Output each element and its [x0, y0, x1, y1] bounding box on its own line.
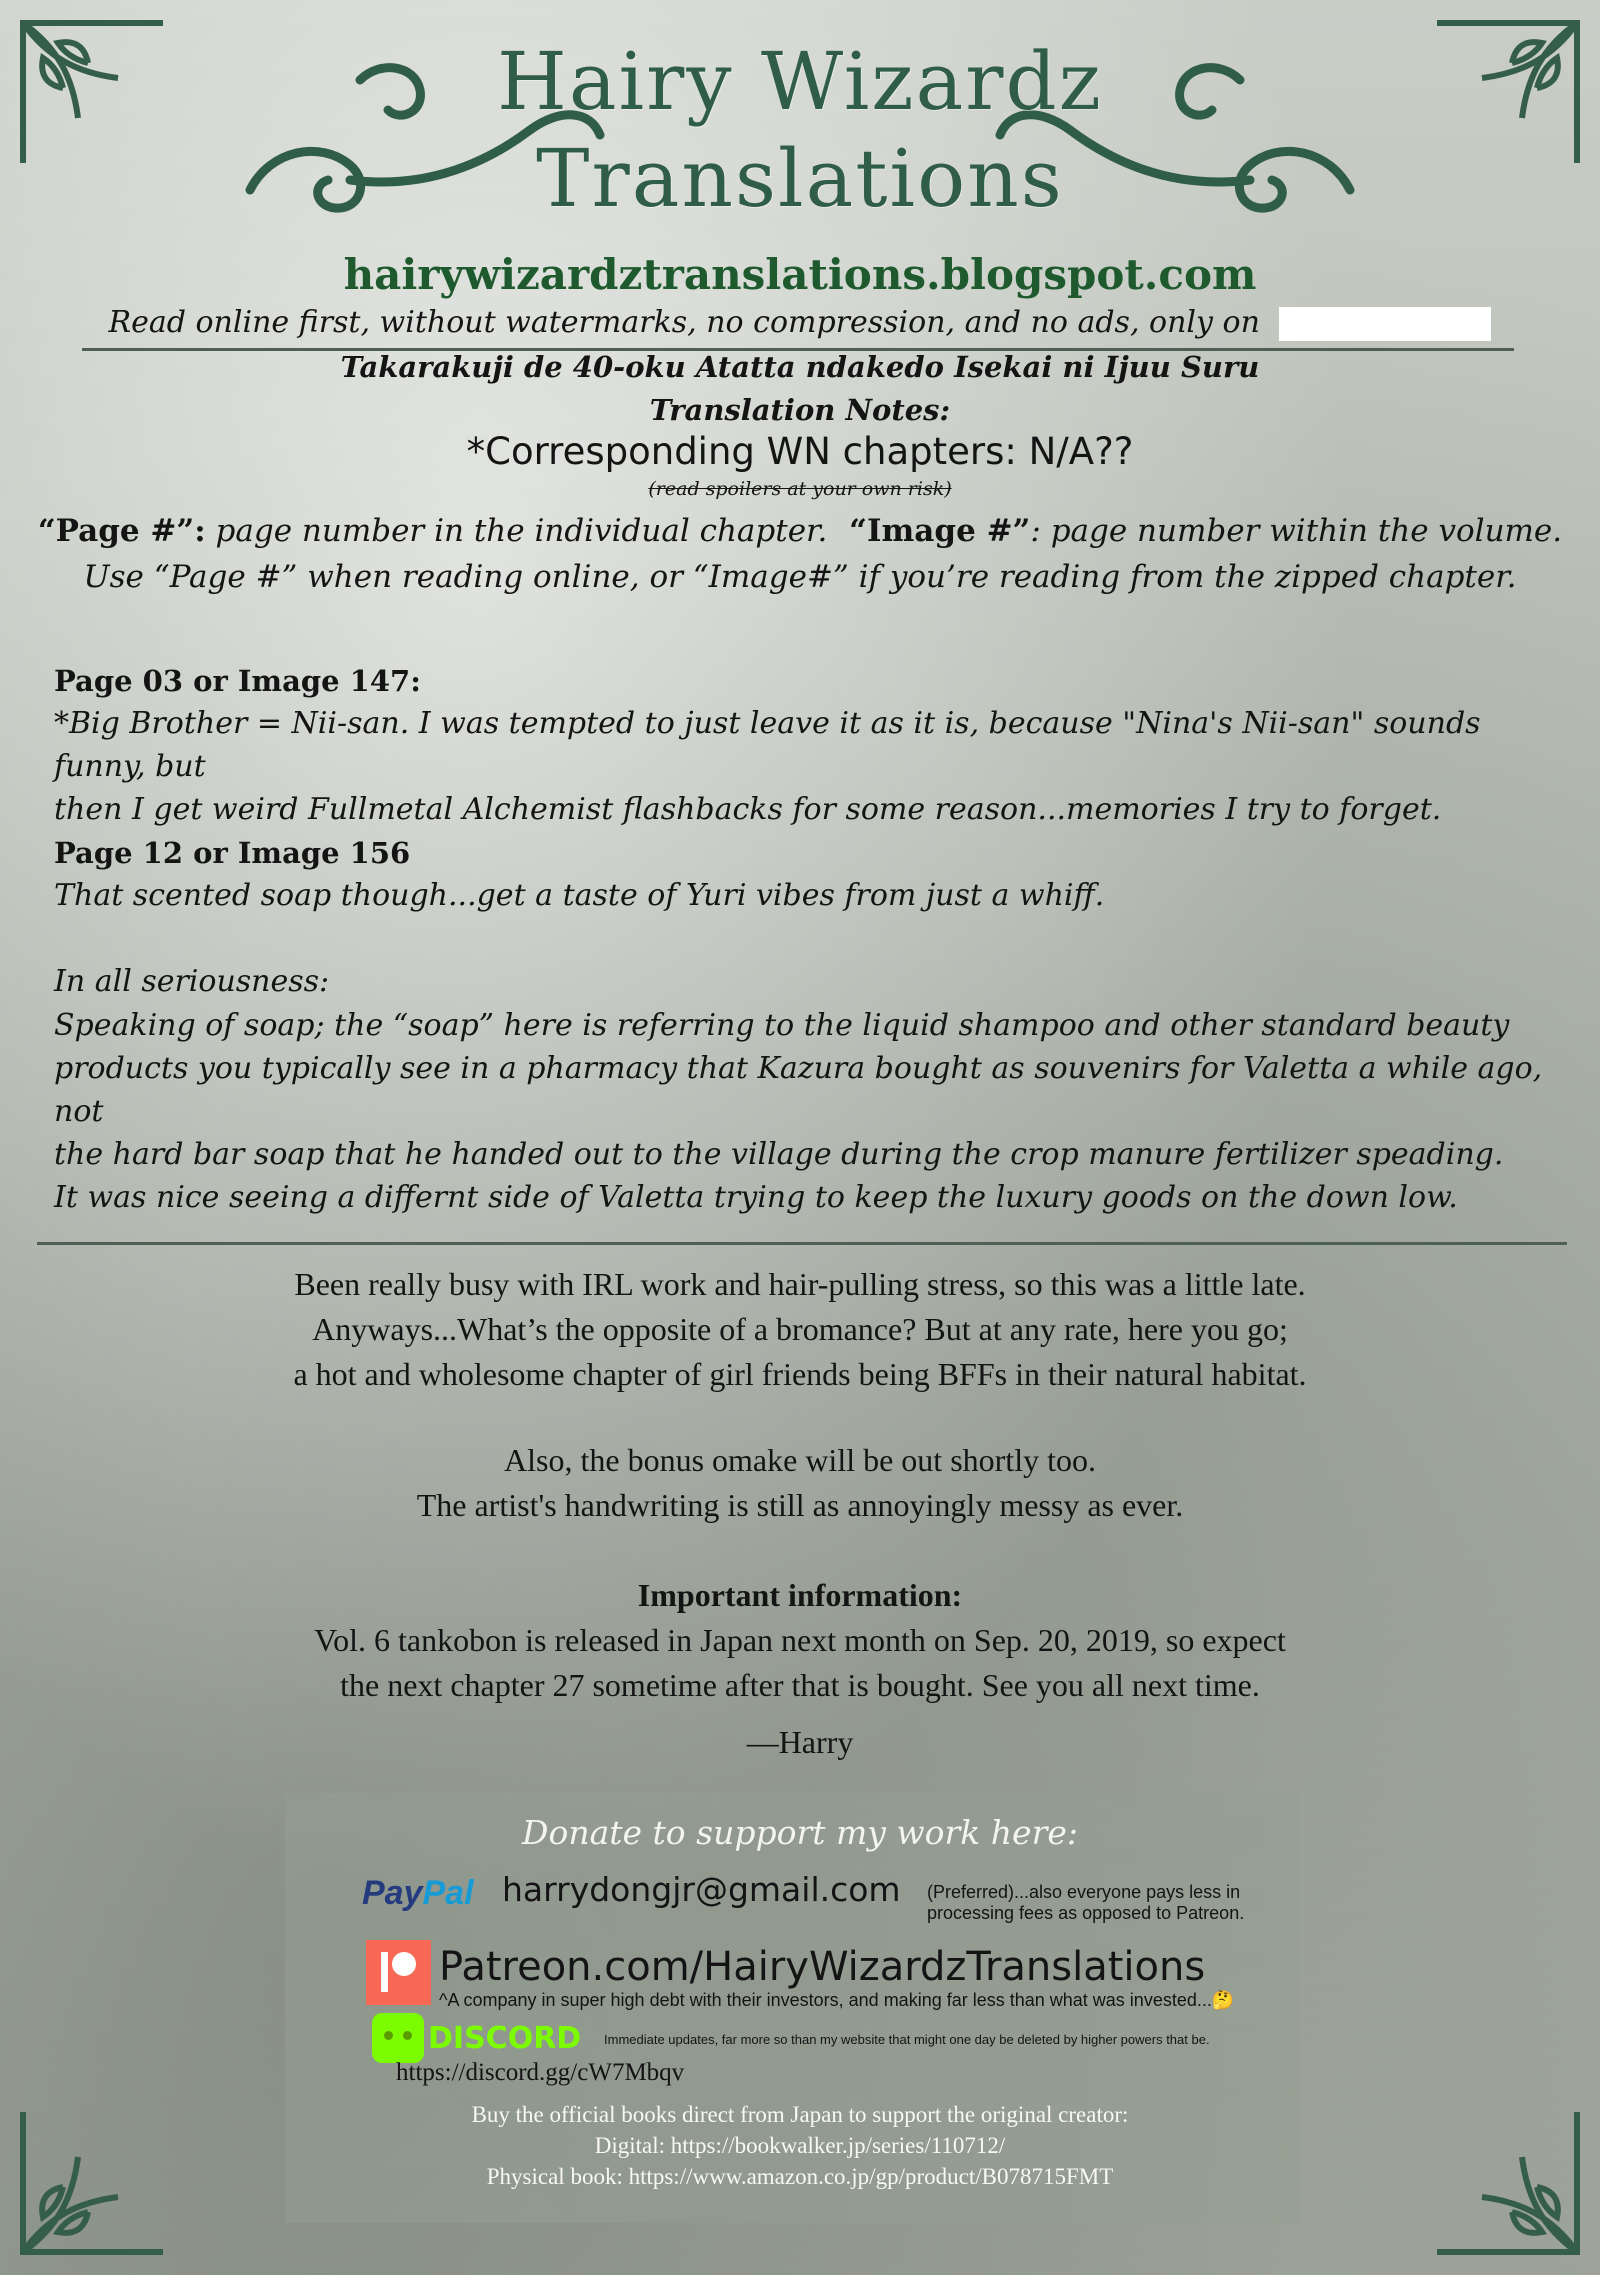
- message-line: Anyways...What’s the opposite of a bromance? But at any rate, here you go;: [312, 1311, 1288, 1347]
- read-online-prefix: Read online first, without watermarks, no compression, and no ads,: [108, 305, 1140, 340]
- note-heading-page-03: Page 03 or Image 147:: [54, 664, 421, 698]
- message-line: Been really busy with IRL work and hair-pulling stress, so this was a little late.: [294, 1266, 1306, 1302]
- message-paragraph-2: [0, 1438, 1600, 1528]
- patreon-logo-icon: [366, 1940, 431, 2005]
- page-text: page number in the individual chapter.: [215, 513, 828, 549]
- wn-chapters-line: *Corresponding WN chapters: N/A??: [466, 430, 1134, 473]
- patreon-url[interactable]: Patreon.com/HairyWizardzTranslations: [439, 1944, 1206, 1990]
- note-line: *Big Brother = Nii-san. I was tempted to just leave it as it is, because "Nina's Nii-san" sounds funny, but: [54, 706, 1481, 784]
- seriousness-paragraph: [54, 1004, 1554, 1176]
- note-text-page-12: That scented soap though...get a taste of Yuri vibes from just a whiff.: [54, 878, 1105, 913]
- series-title: Takarakuji de 40-oku Atatta ndakedo Isekai ni Ijuu Suru: [340, 350, 1260, 384]
- paypal-logo-icon: PayPal: [362, 1874, 474, 1912]
- paypal-email[interactable]: harrydongjr@gmail.com: [502, 1870, 901, 1909]
- seriousness-intro: In all seriousness:: [54, 964, 330, 999]
- page-image-explanation: [0, 510, 1600, 553]
- seriousness-line: the hard bar soap that he handed out to the village during the crop manure fertilizer speading.: [54, 1137, 1504, 1172]
- blog-url-link[interactable]: hairywizardztranslations.blogspot.com: [343, 250, 1257, 299]
- paypal-row: [362, 1868, 1262, 1928]
- message-paragraph-1: [0, 1262, 1600, 1397]
- note-line: then I get weird Fullmetal Alchemist flashbacks for some reason...memories I try to forget.: [54, 792, 1442, 827]
- paypal-note: (Preferred)...also everyone pays less in processing fees as opposed to Patreon.: [927, 1882, 1245, 1923]
- redacted-box: [1279, 307, 1491, 341]
- note-heading-page-12: Page 12 or Image 156: [54, 836, 411, 870]
- image-label: “Image #”: [849, 513, 1031, 549]
- discord-note: Immediate updates, far more so than my website that might one day be deleted by higher powers that be.: [604, 2032, 1210, 2047]
- patreon-row: [366, 1940, 1266, 2010]
- message-line: Also, the bonus omake will be out shortly too.: [504, 1442, 1096, 1478]
- discord-wordmark: DISCORD: [428, 2021, 582, 2056]
- translation-notes-heading: Translation Notes:: [649, 393, 951, 427]
- read-online-only: only: [1149, 305, 1213, 340]
- logo-title-line1: Hairy Wizardz: [497, 35, 1103, 128]
- amazon-link[interactable]: Physical book: https://www.amazon.co.jp/gp/product/B078715FMT: [486, 2164, 1114, 2189]
- notes-divider: [37, 1242, 1567, 1245]
- important-paragraph: [0, 1618, 1600, 1708]
- seriousness-line: products you typically see in a pharmacy that Kazura bought as souvenirs for Valetta a while ago, not: [54, 1051, 1543, 1129]
- page-label: “Page #”:: [37, 513, 206, 549]
- donate-title: Donate to support my work here:: [522, 1813, 1078, 1852]
- discord-logo-icon: [372, 2013, 424, 2063]
- read-online-notice: [0, 305, 1600, 341]
- spoilers-note: (read spoilers at your own risk): [648, 478, 952, 500]
- patreon-note: ^A company in super high debt with their investors, and making far less than what was invested...🤔: [439, 1990, 1235, 2010]
- discord-url[interactable]: https://discord.gg/cW7Mbqv: [396, 2059, 685, 2086]
- seriousness-closing: It was nice seeing a differnt side of Valetta trying to keep the luxury goods on the down low.: [54, 1180, 1458, 1215]
- important-line: the next chapter 27 sometime after that is bought. See you all next time.: [340, 1667, 1260, 1703]
- note-text-page-03: [54, 702, 1554, 831]
- bookwalker-link[interactable]: Digital: https://bookwalker.jp/series/110712/: [594, 2133, 1006, 2158]
- message-line: The artist's handwriting is still as annoyingly messy as ever.: [416, 1487, 1184, 1523]
- important-line: Vol. 6 tankobon is released in Japan next month on Sep. 20, 2019, so expect: [314, 1622, 1286, 1658]
- signature: —Harry: [746, 1724, 854, 1760]
- page-image-usage: Use “Page #” when reading online, or “Image#” if you’re reading from the zipped chapter.: [83, 559, 1517, 595]
- discord-row: [372, 2013, 1272, 2093]
- seriousness-line: Speaking of soap; the “soap” here is referring to the liquid shampoo and other standard beauty: [54, 1008, 1510, 1043]
- logo-title-line2: Translations: [536, 132, 1064, 225]
- message-line: a hot and wholesome chapter of girl friends being BFFs in their natural habitat.: [293, 1356, 1307, 1392]
- important-heading: Important information:: [637, 1577, 963, 1613]
- read-online-on: on: [1222, 305, 1260, 340]
- buy-official-line: Buy the official books direct from Japan to support the original creator:: [471, 2102, 1129, 2127]
- image-text: : page number within the volume.: [1030, 513, 1563, 549]
